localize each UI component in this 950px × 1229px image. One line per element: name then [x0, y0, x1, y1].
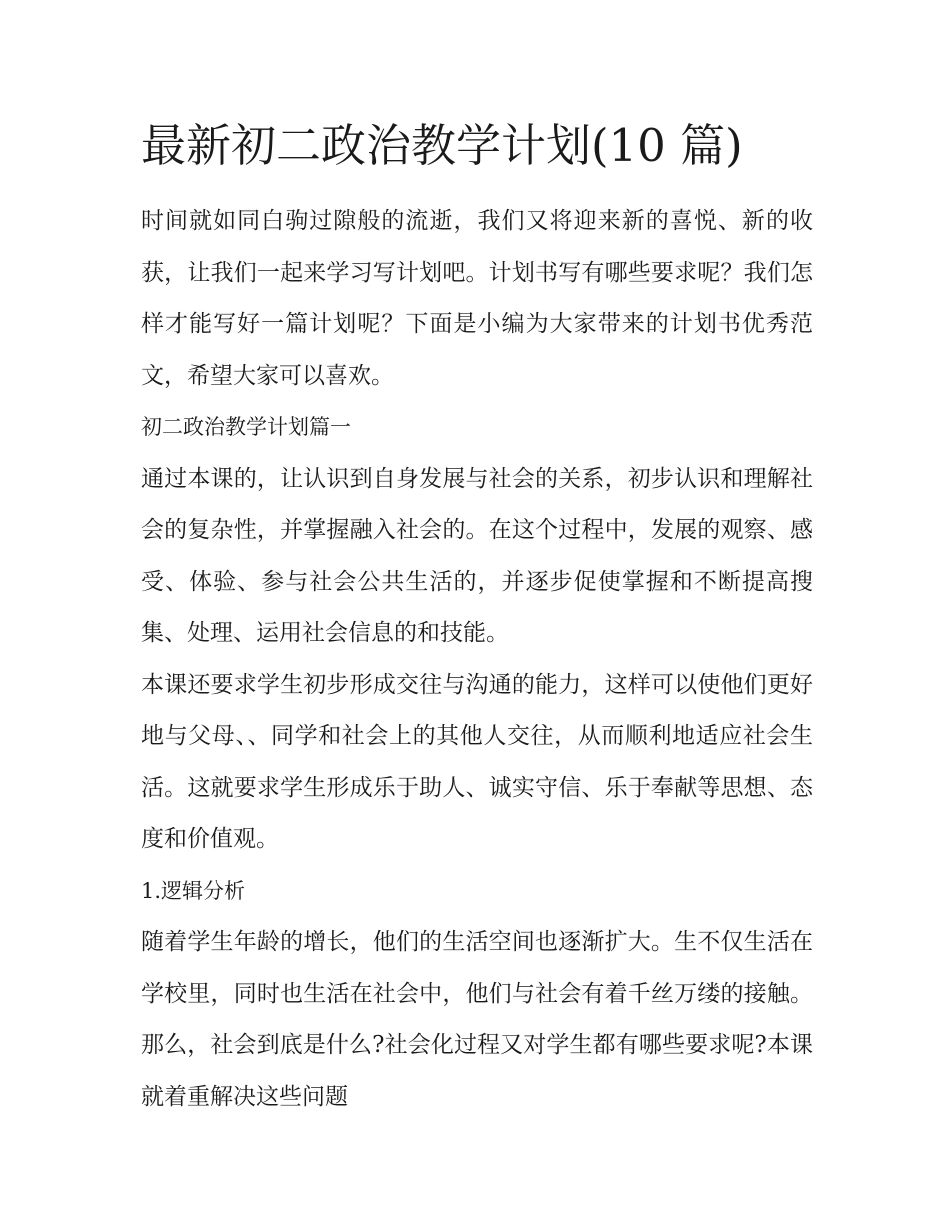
body-paragraph: 随着学生年龄的增长，他们的生活空间也逐渐扩大。生不仅生活在学校里，同时也生活在社会中，他们与社会有着千丝万缕的接触。那么，社会到底是什么?社会化过程又对学生都有哪些要求呢?本课就着重解决这些问题	[141, 929, 813, 1110]
document-title: 最新初二政治教学计划(10 篇)	[141, 119, 743, 172]
intro-paragraph: 时间就如同白驹过隙般的流逝，我们又将迎来新的喜悦、新的收获，让我们一起来学习写计划吧。计划书写有哪些要求呢？我们怎样才能写好一篇计划呢？下面是小编为大家带来的计划书优秀范文，希望大家可以喜欢。	[141, 208, 813, 389]
document-page	[141, 112, 813, 1123]
subsection-heading: 1.逻辑分析	[141, 878, 246, 903]
body-paragraph: 本课还要求学生初步形成交往与沟通的能力，这样可以使他们更好地与父母、、同学和社会上的其他人交往，从而顺利地适应社会生活。这就要求学生形成乐于助人、诚实守信、乐于奉献等思想、态度和价值观。	[141, 671, 813, 852]
body-paragraph: 通过本课的，让认识到自身发展与社会的关系，初步认识和理解社会的复杂性，并掌握融入社会的。在这个过程中，发展的观察、感受、体验、参与社会公共生活的，并逐步促使掌握和不断提高搜集、处理、运用社会信息的和技能。	[141, 465, 813, 646]
document-body	[141, 196, 813, 1123]
section-heading: 初二政治教学计划篇一	[141, 415, 351, 439]
